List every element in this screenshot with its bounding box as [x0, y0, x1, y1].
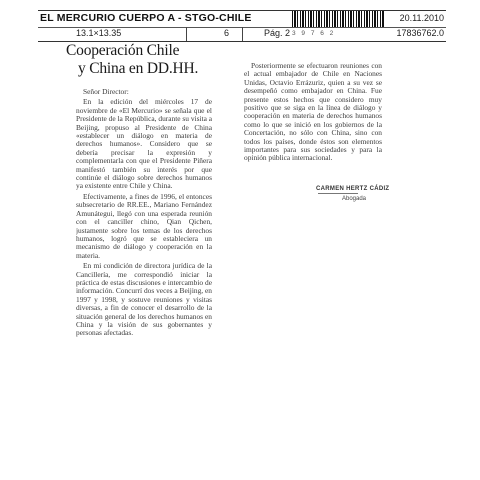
article-paragraph: Posteriormente se efectuaron reuniones con el actual embajador de Chile en Naciones Unidas, Octavio Errázuriz, quien a su vez se desempeñó como embajador en China. Fue presente estos hechos que considero muy positivo que se siga en la línea de diálogo y cooperación en materia de derechos humanos como lo que se inició en los gobiernos de la Concertación, no sólo con China, sino con todos los países, donde éstos son elementos importantes para sus sociedades y para la opinión pública internacional.	[244, 62, 382, 163]
byline-divider	[318, 193, 358, 194]
clip-column: 6	[224, 28, 230, 38]
header-meta-row	[38, 27, 446, 42]
article-column-right	[244, 62, 382, 202]
article-column-left	[76, 88, 212, 364]
article-title-line-1: Cooperación Chile	[66, 42, 180, 59]
article-title	[66, 42, 236, 78]
article-paragraph: En la edición del miércoles 17 de noviembre de «El Mercurio» se señala que el Presidente de la República, durante su visita a Beijing, propuso al Presidente de China «establecer un diálogo en materia de derechos humanos». Considero que se debería precisar la expresión y complementarla con que el Presidente Piñera manifestó también su interés por que continúe el diálogo sobre derechos humanos ya existente entre Chile y China.	[76, 97, 212, 191]
author-name: CARMEN HERTZ CÁDIZ	[316, 186, 390, 192]
clip-id: 17836762.0	[396, 28, 444, 38]
clip-page: Pág. 2	[264, 28, 291, 38]
clip-dimensions: 13.1×13.35	[76, 28, 122, 38]
publication-date: 20.11.2010	[399, 13, 444, 23]
barcode-number: 3 9 7 6 2	[292, 30, 336, 37]
publication-source: EL MERCURIO CUERPO A - STGO-CHILE	[40, 12, 252, 24]
header-divider	[242, 27, 243, 41]
barcode-icon	[292, 11, 384, 27]
clipping-header	[38, 10, 446, 44]
article-title-line-2: y China en DD.HH.	[78, 60, 199, 77]
article-paragraph: En mi condición de directora jurídica de la Cancillería, me correspondió iniciar la práctica de estas discusiones e intercambio de información. Concurrí dos veces a Beijing, en 1997 y 1998, y sostuve reuniones y visitas diversas, a fin de conocer el desarrollo de la situación general de los derechos humanos en China y la visión de sus gobernantes y personas afectadas.	[76, 261, 212, 338]
author-role: Abogada	[342, 196, 367, 202]
article-paragraph: Señor Director:	[83, 88, 129, 96]
header-divider	[186, 27, 187, 41]
header-source-row	[38, 10, 446, 28]
article-paragraph: Efectivamente, a fines de 1996, el entonces subsecretario de RR.EE., Mariano Fernández Amunátegui, llegó con una esperada reunión con el canciller chino, Qian Qichen, justamente sobre los temas de los derechos humanos, logró que se estableciera un mecanismo de diálogo y cooperación en la materia.	[76, 191, 212, 260]
